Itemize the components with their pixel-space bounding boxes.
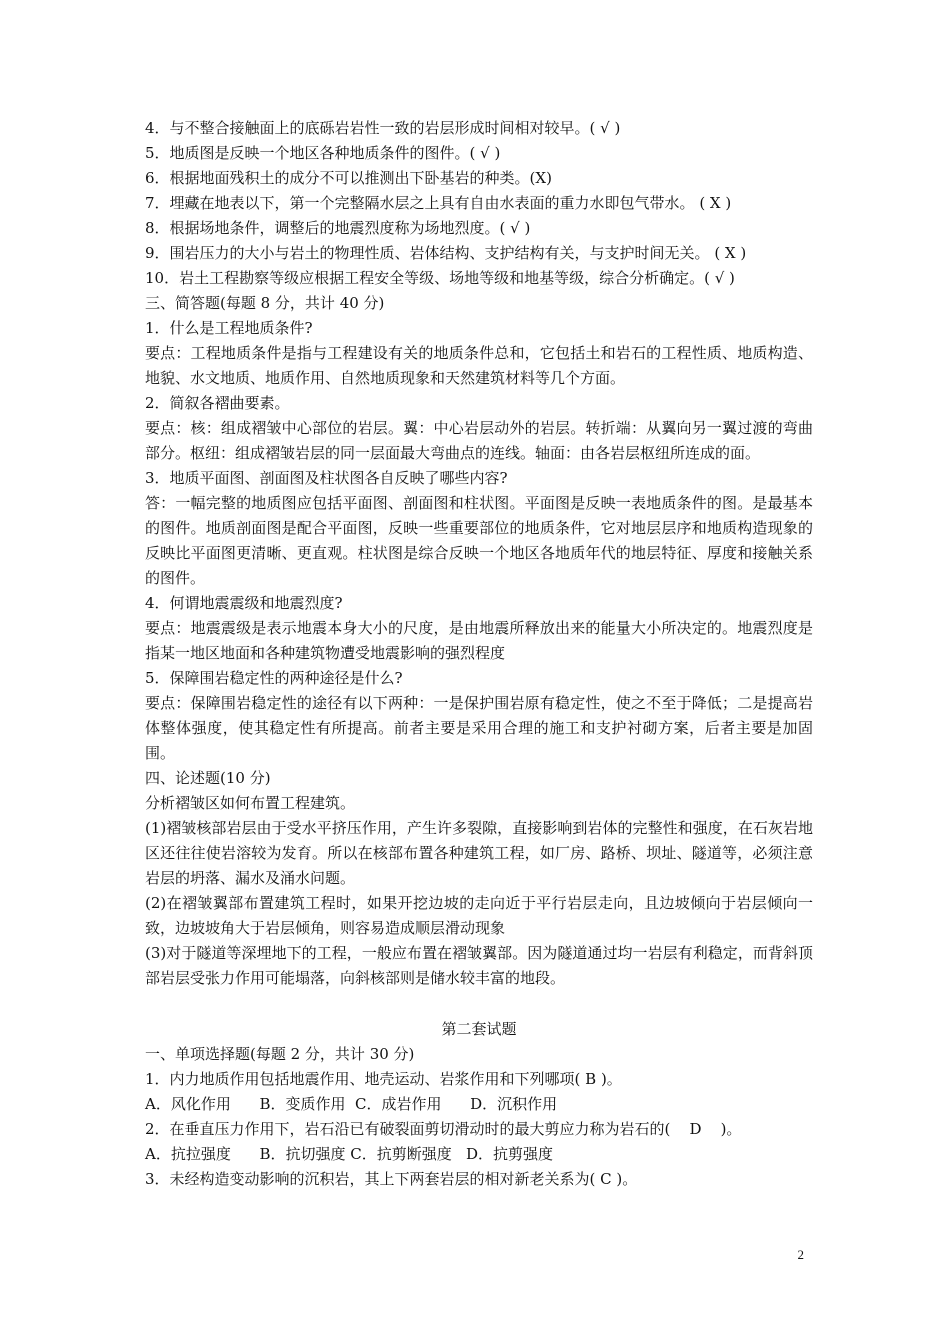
mc-question-3: 3．未经构造变动影响的沉积岩，其上下两套岩层的相对新老关系为( C )。 [145, 1170, 638, 1188]
short-answer-section [145, 291, 813, 766]
tf-item-8: 8．根据场地条件，调整后的地震烈度称为场地烈度。( √ ) [145, 219, 531, 237]
question-2: 2．简叙各褶曲要素。 [145, 394, 290, 412]
tf-item-7: 7．埋藏在地表以下，第一个完整隔水层之上具有自由水表面的重力水即包气带水。 ( X ) [145, 194, 732, 212]
tf-item-10: 10．岩土工程勘察等级应根据工程安全等级、场地等级和地基等级，综合分析确定。( √ ) [145, 269, 735, 287]
set-title: 第二套试题 [441, 1020, 517, 1038]
tf-item-9: 9．围岩压力的大小与岩土的物理性质、岩体结构、支护结构有关，与支护时间无关。 ( X ) [145, 244, 747, 262]
section-heading: 三、简答题(每题 8 分，共计 40 分) [145, 294, 385, 312]
section-heading: 四、论述题(10 分) [145, 769, 271, 787]
question-4: 4．何谓地震震级和地震烈度? [145, 594, 343, 612]
answer-4: 要点：地震震级是表示地震本身大小的尺度，是由地震所释放出来的能量大小所决定的。地震烈度是指某一地区地面和各种建筑物遭受地震影响的强烈程度 [145, 619, 813, 662]
essay-paragraph-2: (2)在褶皱翼部布置建筑工程时，如果开挖边坡的走向近于平行岩层走向，且边坡倾向于岩层倾向一致，边坡坡角大于岩层倾角，则容易造成顺层滑动现象 [145, 894, 813, 937]
second-set-section [145, 1017, 813, 1192]
mc-question-1: 1．内力地质作用包括地震作用、地壳运动、岩浆作用和下列哪项( B )。 [145, 1070, 622, 1088]
mc-options-2: A．抗拉强度 B．抗切强度 C．抗剪断强度 D．抗剪强度 [145, 1145, 554, 1163]
mc-question-2: 2．在垂直压力作用下，岩石沿已有破裂面剪切滑动时的最大剪应力称为岩石的( D )。 [145, 1120, 742, 1138]
answer-2: 要点：核：组成褶皱中心部位的岩层。翼：中心岩层动外的岩层。转折端：从翼向另一翼过渡的弯曲部分。枢纽：组成褶皱岩层的同一层面最大弯曲点的连线。轴面：由各岩层枢纽所连成的面。 [145, 419, 813, 462]
section-heading: 一、单项选择题(每题 2 分，共计 30 分) [145, 1045, 415, 1063]
essay-paragraph-3: (3)对于隧道等深埋地下的工程，一般应布置在褶皱翼部。因为隧道通过均一岩层有利稳定，而背斜顶部岩层受张力作用可能塌落，向斜核部则是储水较丰富的地段。 [145, 944, 813, 987]
answer-5: 要点：保障围岩稳定性的途径有以下两种：一是保护围岩原有稳定性，使之不至于降低；二是提高岩体整体强度，使其稳定性有所提高。前者主要是采用合理的施工和支护衬砌方案，后者主要是加固围。 [145, 694, 813, 762]
answer-3: 答：一幅完整的地质图应包括平面图、剖面图和柱状图。平面图是反映一表地质条件的图。是最基本的图件。地质剖面图是配合平面图，反映一些重要部位的地质条件，它对地层层序和地质构造现象的反映比平面图更清晰、更直观。柱状图是综合反映一个地区各地质年代的地层特征、厚度和接触关系的图件。 [145, 494, 813, 587]
tf-item-4: 4．与不整合接触面上的底砾岩岩性一致的岩层形成时间相对较早。( √ ) [145, 119, 621, 137]
question-5: 5．保障围岩稳定性的两种途径是什么? [145, 669, 403, 687]
question-3: 3．地质平面图、剖面图及柱状图各自反映了哪些内容? [145, 469, 508, 487]
tf-item-5: 5．地质图是反映一个地区各种地质条件的图件。( √ ) [145, 144, 501, 162]
spacer [145, 991, 813, 1017]
essay-section [145, 766, 813, 991]
true-false-section [145, 116, 813, 291]
document-body [145, 116, 813, 1192]
question-1: 1．什么是工程地质条件? [145, 319, 313, 337]
page-number: 2 [797, 1247, 804, 1262]
tf-item-6: 6．根据地面残积土的成分不可以推测出下卧基岩的种类。(X) [145, 169, 552, 187]
essay-question: 分析褶皱区如何布置工程建筑。 [145, 794, 356, 812]
mc-options-1: A．风化作用 B．变质作用 C．成岩作用 D．沉积作用 [145, 1095, 558, 1113]
essay-paragraph-1: (1)褶皱核部岩层由于受水平挤压作用，产生许多裂隙，直接影响到岩体的完整性和强度，在石灰岩地区还往往使岩溶较为发育。所以在核部布置各种建筑工程，如厂房、路桥、坝址、隧道等，必须注意岩层的坍落、漏水及涌水问题。 [145, 819, 813, 887]
answer-1: 要点：工程地质条件是指与工程建设有关的地质条件总和，它包括土和岩石的工程性质、地质构造、地貌、水文地质、地质作用、自然地质现象和天然建筑材料等几个方面。 [145, 344, 813, 387]
